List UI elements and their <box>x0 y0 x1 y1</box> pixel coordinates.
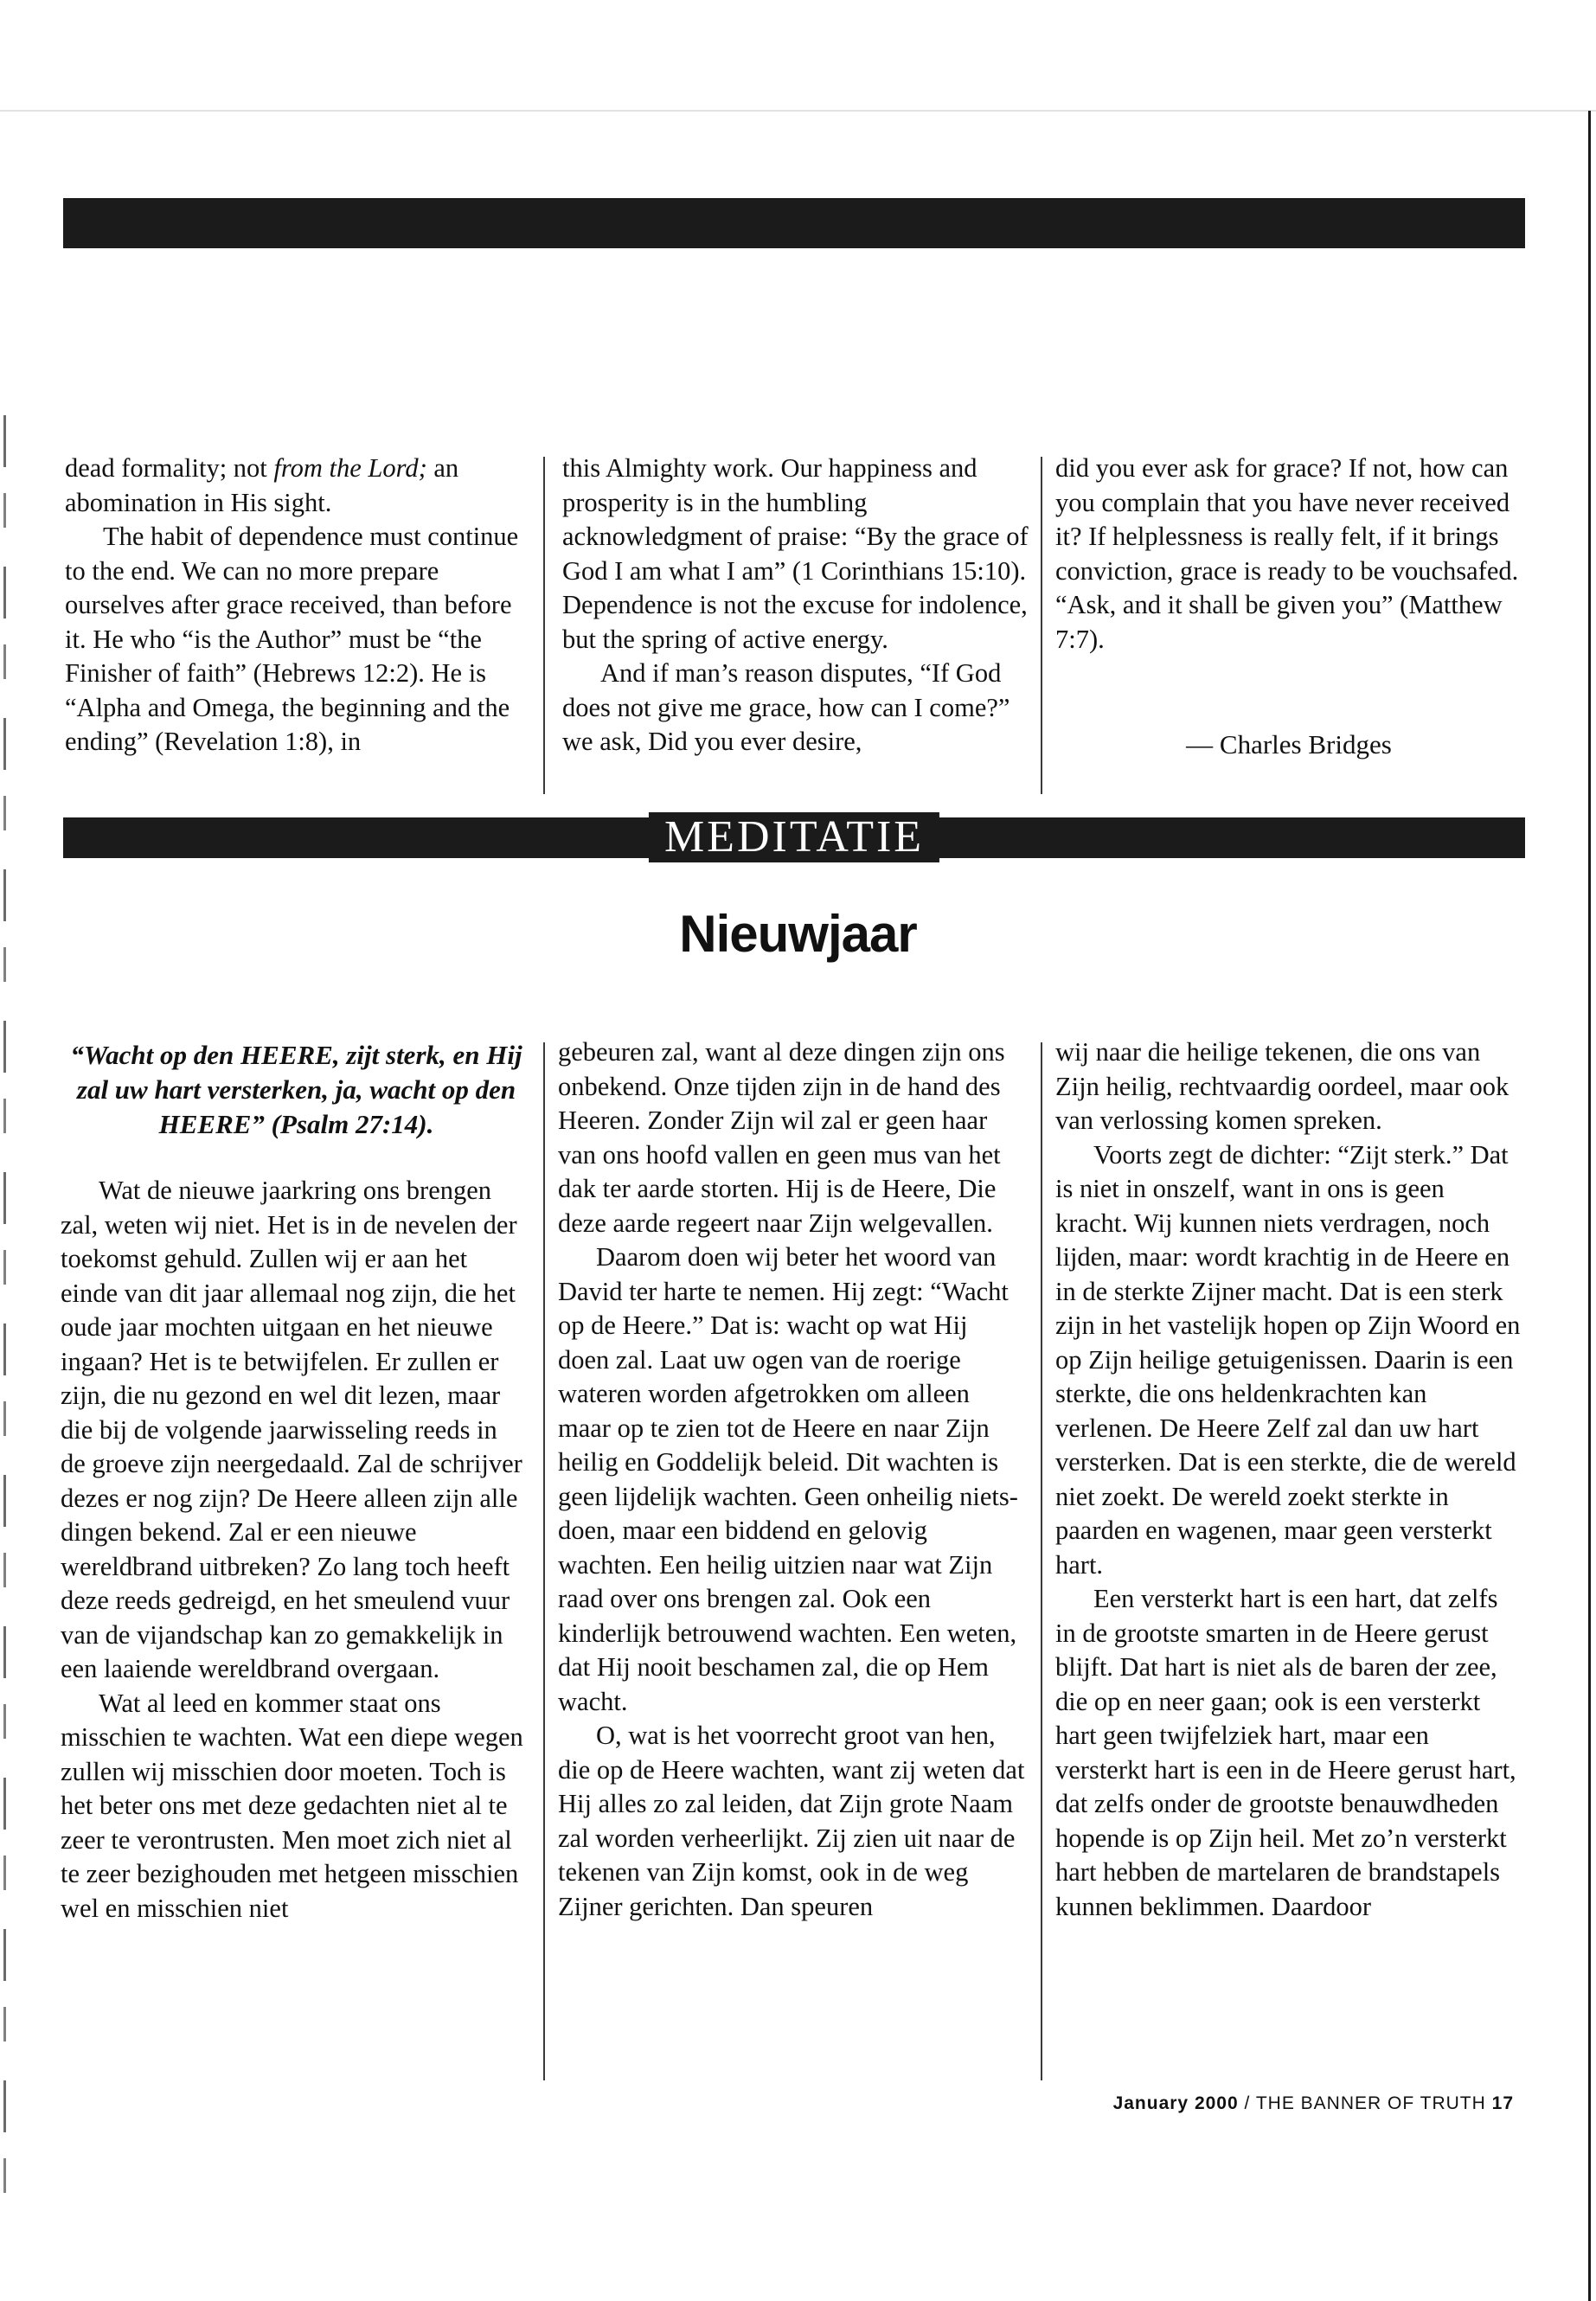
header-bar <box>63 198 1525 248</box>
paragraph <box>562 657 1029 760</box>
paragraph <box>1055 452 1522 657</box>
text-segment: an abomination in His sight. <box>65 453 459 517</box>
text-segment: gebeuren zal, want al deze dingen zijn ons onbekend. Onze tijden zijn in de hand des Heeren. Zonder Zijn wil zal er geen haar van ons hoofd vallen en geen mus van het dak ter aarde storten. Hij is de Heere, Die deze aarde regeert naar Zijn welgevallen. <box>558 1037 1005 1238</box>
section-label: MEDITATIE <box>649 812 939 862</box>
text-segment: wij naar die heilige tekenen, die ons van Zijn heilig, rechtvaardig oordeel, maar ook van verlossing komen spreken. <box>1055 1037 1509 1135</box>
text-segment: The habit of dependence must continue to the end. We can no more prepare ourselves after grace received, than before it. He who “is the Author” must be “the Finisher of faith” (Hebrews 12:2). He is “Alpha and Omega, the beginning and the ending” (Revelation 1:8), in <box>65 522 519 756</box>
text-segment: Wat de nieuwe jaarkring ons brengen zal, weten wij niet. Het is in de nevelen der toekomst gehuld. Zullen wij er aan het einde van dit jaar allemaal nog zijn, die het oude jaar mochten uitgaan en het nieuwe ingaan? Het is te betwijfelen. Er zullen er zijn, die nu gezond en wel dit lezen, maar die bij de volgende jaarwisseling reeds in de groeve zijn neergedaald. Zal de schrijver dezes er nog zijn? De Heere alleen zijn alle dingen bekend. Zal er een nieuwe wereldbrand uitbreken? Zo lang toch heeft deze reeds gedreigd, en het smeulend vuur van de vijandschap kan zo gemakkelijk in een laaiende wereldbrand overgaan. <box>61 1176 522 1683</box>
text-segment: Een versterkt hart is een hart, dat zelfs in de grootste smarten in de Heere gerust blijft. Dat hart is niet als de baren der zee, die op en neer gaan; ook is een versterkt hart geen twijfelziek hart, maar een versterkt hart is een in de Heere gerust hart, dat zelfs onder de grootste benauwdheden hopende is op Zijn heil. Met zo’n versterkt hart hebben de martelaren de brandstapels kunnen beklimmen. Daardoor <box>1055 1584 1516 1921</box>
paragraph <box>61 1687 528 1926</box>
section-bar <box>63 812 1525 862</box>
text-segment: Daarom doen wij beter het woord van David ter harte te nemen. Hij zegt: “Wacht op de Heere.” Dat is: wacht op wat Hij doen zal. Laat uw ogen van de roerige wateren worden afgetrokken om alleen maar op te zien tot de Heere en naar Zijn heilig en Goddelijk beleid. Dit wachten is geen lijdelijk wachten. Geen onheilig niets-doen, maar een biddend en gelovig wachten. Een heilig uitzien naar wat Zijn raad over ons brengen zal. Ook een kinderlijk betrouwend wachten. Een weten, dat Hij nooit beschamen zal, die op Hem wacht. <box>558 1242 1018 1716</box>
text-segment: O, wat is het voorrecht groot van hen, die op de Heere wachten, want zij weten dat Hij alles zo zal leiden, dat Zijn grote Naam zal worden verheerlijkt. Zij zien uit naar de tekenen van Zijn komst, ook in de weg Zijner gerichten. Dan speuren <box>558 1721 1025 1921</box>
column-rule <box>543 1042 545 2080</box>
footer-date: January 2000 <box>1112 2093 1239 2113</box>
paragraph <box>558 1035 1025 1240</box>
top-column-1 <box>65 452 532 760</box>
paragraph <box>558 1719 1025 1924</box>
paragraph <box>1055 1582 1522 1924</box>
page-edge-left <box>3 415 6 2232</box>
article-title: Nieuwjaar <box>679 905 917 963</box>
column-rule <box>1041 1042 1042 2080</box>
top-column-2 <box>562 452 1029 760</box>
paragraph <box>65 452 532 520</box>
page-edge-top <box>0 110 1596 112</box>
text-segment: did you ever ask for grace? If not, how can you complain that you have never received it? If helplessness is really felt, if it brings conviction, grace is ready to be vouchsafed. “Ask, and it shall be given you” (Matthew 7:7). <box>1055 453 1519 654</box>
paragraph <box>1055 1138 1522 1583</box>
body-column-1 <box>61 1174 528 1926</box>
text-segment: dead formality; not <box>65 453 274 483</box>
footer-page-number: 17 <box>1491 2093 1514 2113</box>
paragraph <box>558 1240 1025 1719</box>
top-column-3 <box>1055 452 1522 657</box>
body-column-3 <box>1055 1035 1522 1924</box>
page-edge-right <box>1588 111 1591 2301</box>
emphasis-text: from the Lord; <box>273 453 427 483</box>
column-rule <box>543 457 545 794</box>
page-footer <box>1113 2093 1514 2114</box>
scripture-verse: “Wacht op den HEERE, zijt sterk, en Hij zal uw hart versterken, ja, wacht op den HEERE” (Psalm 27:14). <box>70 1040 522 1139</box>
paragraph <box>1055 1035 1522 1138</box>
text-segment: Wat al leed en kommer staat ons misschien te wachten. Wat een diepe wegen zullen wij misschien door moeten. Toch is het beter ons met deze gedachten niet al te zeer te verontrusten. Men moet zich niet al te zeer bezighouden met hetgeen misschien wel en misschien niet <box>61 1688 523 1923</box>
body-column-2 <box>558 1035 1025 1924</box>
paragraph <box>61 1174 528 1687</box>
footer-separator: / <box>1244 2093 1251 2113</box>
attribution: — Charles Bridges <box>1186 729 1392 760</box>
footer-publication: THE BANNER OF TRUTH <box>1255 2093 1486 2113</box>
column-rule <box>1041 457 1042 794</box>
text-segment: this Almighty work. Our happiness and prosperity is in the humbling acknowledgment of praise: “By the grace of God I am what I am” (1 Corinthians 15:10). Dependence is not the excuse for indolence, but the spring of active energy. <box>562 453 1029 654</box>
paragraph <box>65 520 532 760</box>
text-segment: And if man’s reason disputes, “If God does not give me grace, how can I come?” we ask, Did you ever desire, <box>562 658 1010 756</box>
text-segment: Voorts zegt de dichter: “Zijt sterk.” Dat is niet in onszelf, want in ons is geen kracht. Wij kunnen niets verdragen, noch lijden, maar: wordt krachtig in de Heere en in de sterkte Zijner macht. Dat is een sterk zijn in het vastelijk hopen op Zijn Woord en op Zijn heilige getuigenissen. Daarin is een sterkte, die ons heldenkrachten kan verlenen. De Heere Zelf zal dan uw hart versterken. Dat is een sterkte, die de wereld niet zoekt. De wereld zoekt sterkte in paarden en wagenen, maar geen versterkt hart. <box>1055 1139 1521 1580</box>
paragraph <box>562 452 1029 657</box>
